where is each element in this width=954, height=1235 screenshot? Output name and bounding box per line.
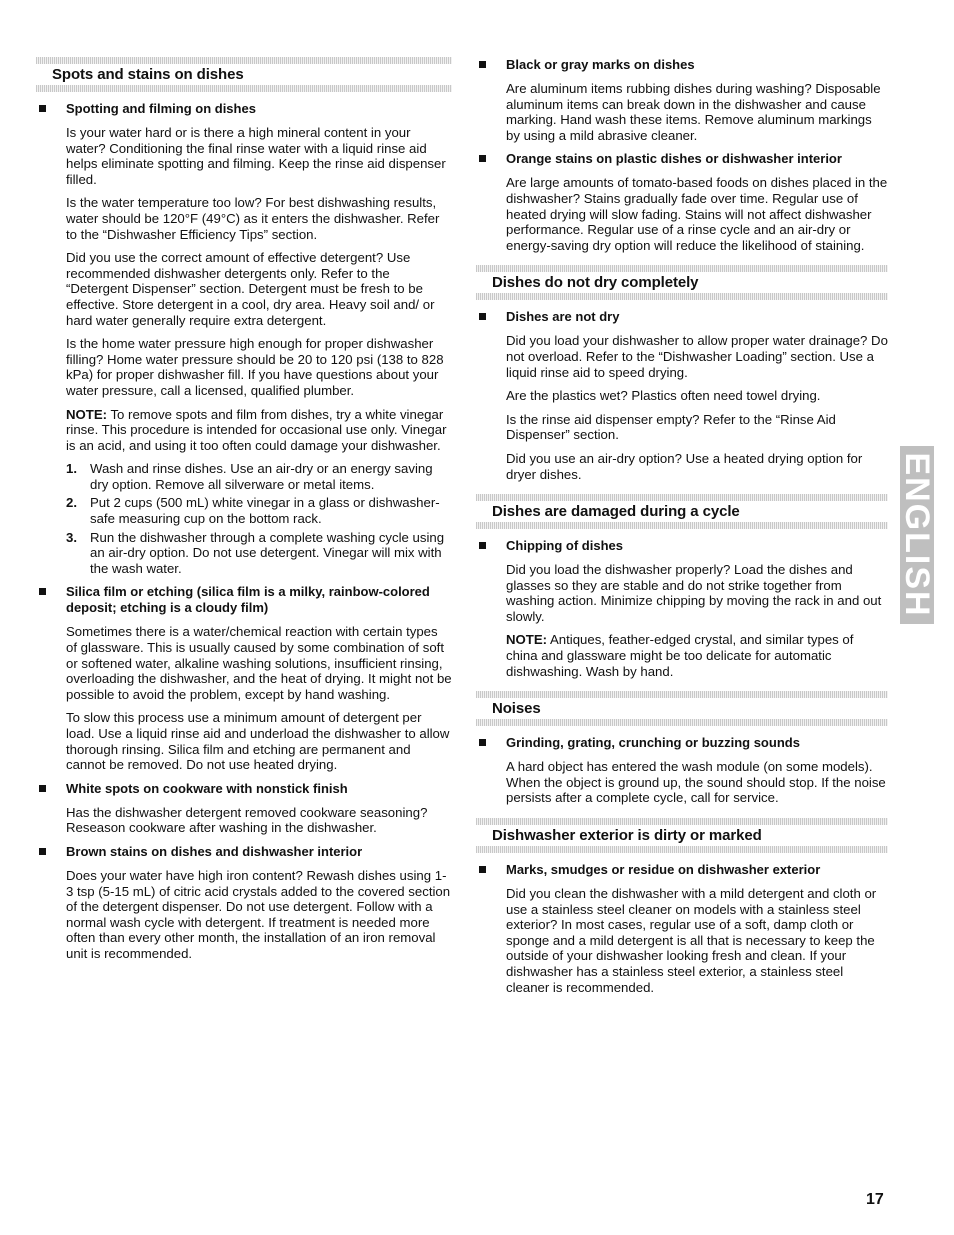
note-label: NOTE: xyxy=(506,632,548,648)
paragraph-text: To remove spots and film from dishes, try a white vinegar rinse. This procedure is intended for occasional use only. Vinegar is an acid, and using it too often could damage your dishwasher. xyxy=(66,406,447,453)
side-tab-label: ENGLISH xyxy=(898,452,936,618)
step-number: 2. xyxy=(66,495,77,511)
section-header xyxy=(476,818,888,853)
section-rule-bottom xyxy=(476,293,888,300)
section xyxy=(476,818,888,1007)
paragraph xyxy=(66,336,452,398)
step-item xyxy=(66,461,452,492)
issue-title: Chipping of dishes xyxy=(506,538,623,554)
paragraph-text: To slow this process use a minimum amount of detergent per load. Use a liquid rinse aid and underload the dishwasher to allow thorough rinsing. Silica film and etching are permanent and cannot be removed. Do not use heated drying. xyxy=(66,710,450,773)
issue-heading xyxy=(36,584,452,616)
section-rule-top xyxy=(36,57,452,64)
issue xyxy=(36,584,452,772)
language-side-tab xyxy=(900,446,934,624)
issue-heading xyxy=(36,101,452,117)
paragraph xyxy=(66,195,452,242)
paragraph-text: Did you load your dishwasher to allow proper water drainage? Do not overload. Refer to the “Dishwasher Loading” section. Use a liquid rinse aid to speed drying. xyxy=(506,333,888,380)
issue xyxy=(476,309,888,482)
paragraph-text: Are the plastics wet? Plastics often need towel drying. xyxy=(506,388,821,404)
square-bullet-icon xyxy=(479,542,486,549)
issue-heading xyxy=(476,538,888,554)
square-bullet-icon xyxy=(39,588,46,595)
square-bullet-icon xyxy=(39,105,46,112)
issue xyxy=(476,735,888,806)
step-item xyxy=(66,530,452,577)
section-header xyxy=(36,57,452,92)
issue xyxy=(476,862,888,995)
paragraph xyxy=(506,632,888,679)
section-gap xyxy=(36,970,452,974)
section xyxy=(476,57,888,265)
paragraph xyxy=(506,175,888,253)
section-gap xyxy=(476,1003,888,1007)
paragraph xyxy=(506,451,888,482)
issue-title: Brown stains on dishes and dishwasher interior xyxy=(66,843,363,859)
paragraph xyxy=(66,868,452,962)
section-rule-bottom xyxy=(476,522,888,529)
paragraph xyxy=(66,624,452,702)
paragraph-text: Is the rinse aid dispenser empty? Refer to the “Rinse Aid Dispenser” section. xyxy=(506,411,836,443)
section-title: Spots and stains on dishes xyxy=(52,66,244,83)
paragraph xyxy=(66,250,452,328)
paragraph-text: Has the dishwasher detergent removed cookware seasoning? Reseason cookware after washing in the dishwasher. xyxy=(66,804,428,836)
issue-title: Black or gray marks on dishes xyxy=(506,57,695,72)
issue-heading xyxy=(36,844,452,860)
paragraph xyxy=(66,407,452,454)
square-bullet-icon xyxy=(479,866,486,873)
paragraph xyxy=(506,562,888,624)
section xyxy=(476,265,888,494)
left-column xyxy=(36,57,452,974)
paragraph-text: A hard object has entered the wash module (on some models). When the object is ground up, the sound should stop. If the noise persists after a complete cycle, call for service. xyxy=(506,759,886,806)
paragraph-text: Did you use an air-dry option? Use a heated drying option for dryer dishes. xyxy=(506,450,863,482)
section-rule-bottom xyxy=(476,719,888,726)
paragraph xyxy=(506,388,888,404)
step-text: Wash and rinse dishes. Use an air-dry or an energy saving dry option. Remove all silverware or metal items. xyxy=(90,461,433,492)
page-number: 17 xyxy=(866,1191,884,1208)
step-text: Put 2 cups (500 mL) white vinegar in a glass or dishwasher-safe measuring cup on the bottom rack. xyxy=(90,495,440,527)
square-bullet-icon xyxy=(479,155,486,162)
section-rule-top xyxy=(476,818,888,825)
section-title: Dishwasher exterior is dirty or marked xyxy=(492,827,762,845)
square-bullet-icon xyxy=(479,313,486,320)
note-label: NOTE: xyxy=(66,406,108,422)
issue xyxy=(36,844,452,962)
section-title: Noises xyxy=(492,700,541,718)
section xyxy=(476,691,888,818)
paragraph-text: Did you clean the dishwasher with a mild detergent and cloth or use a stainless steel cleaner on models with a stainless steel exterior? In most cases, regular use of a soft, damp cloth or sponge and a mild detergent is all that is necessary to keep the outside of your dishwasher looking fresh and clean. If your dishwasher has a stainless steel exterior, a stainless steel cleaner is recommended. xyxy=(506,886,877,995)
section xyxy=(476,494,888,691)
section-title: Dishes are damaged during a cycle xyxy=(492,503,740,521)
issue-title: Grinding, grating, crunching or buzzing sounds xyxy=(506,735,800,751)
issue-heading xyxy=(476,309,888,325)
paragraph-text: Are aluminum items rubbing dishes during washing? Disposable aluminum items can break down in the dishwasher and cause marking. Hand wash these items. Remove aluminum markings by using a mild abrasive cleaner. xyxy=(506,81,881,143)
section xyxy=(36,57,452,974)
square-bullet-icon xyxy=(39,785,46,792)
issue xyxy=(36,101,452,576)
issue-heading xyxy=(476,151,888,167)
section-rule-top xyxy=(476,494,888,501)
issue xyxy=(476,57,888,143)
section-header xyxy=(476,691,888,726)
paragraph xyxy=(66,710,452,772)
square-bullet-icon xyxy=(479,739,486,746)
paragraph-text: Sometimes there is a water/chemical reaction with certain types of glassware. This is usually caused by some combination of soft or softened water, alkaline washing solutions, insufficient rinsing, overloading the dishwasher, and the heat of drying. It might not be possible to avoid the problem, except by hand washing. xyxy=(66,624,452,702)
step-text: Run the dishwasher through a complete washing cycle using an air-dry option. Do not use detergent. Vinegar will mix with the wash water. xyxy=(90,529,445,576)
paragraph-text: Did you use the correct amount of effective detergent? Use recommended dishwasher detergents only. Refer to the “Detergent Dispenser” section. Detergent must be fresh to be effective. Store detergent in a cool, dry area. Heavy soil and/ or hard water generally require extra detergent. xyxy=(66,250,435,328)
section-rule-top xyxy=(476,265,888,272)
right-column xyxy=(476,57,888,1007)
issue-title: Silica film or etching (silica film is a milky, rainbow-colored deposit; etching is a cloudy film) xyxy=(66,584,430,616)
step-item xyxy=(66,495,452,526)
square-bullet-icon xyxy=(479,61,486,68)
issue-title: Orange stains on plastic dishes or dishwasher interior xyxy=(506,151,842,167)
paragraph-text: Antiques, feather-edged crystal, and similar types of china and glassware might be too delicate for automatic dishwashing. Wash by hand. xyxy=(506,632,854,679)
step-number: 1. xyxy=(66,461,77,477)
section-header xyxy=(476,494,888,529)
issue xyxy=(476,151,888,253)
issue-heading xyxy=(476,735,888,751)
section-rule-bottom xyxy=(476,846,888,853)
paragraph-text: Is the home water pressure high enough for proper dishwasher filling? Home water pressure should be 20 to 120 psi (138 to 828 kPa) for proper dishwasher fill. If you have questions about your water pressure, call a licensed, qualified plumber. xyxy=(66,336,444,398)
issue-heading xyxy=(476,57,888,73)
step-number: 3. xyxy=(66,529,77,545)
square-bullet-icon xyxy=(39,848,46,855)
issue-heading xyxy=(36,781,452,797)
paragraph xyxy=(506,81,888,143)
issue-title: Spotting and filming on dishes xyxy=(66,101,256,116)
paragraph xyxy=(66,805,452,836)
section-title: Dishes do not dry completely xyxy=(492,274,699,292)
paragraph-text: Is your water hard or is there a high mineral content in your water? Conditioning the final rinse water with a liquid rinse aid helps eliminate spotting and filming. Keep the rinse aid dispenser filled. xyxy=(66,125,446,187)
paragraph xyxy=(66,125,452,187)
paragraph xyxy=(506,412,888,443)
issue-title: White spots on cookware with nonstick finish xyxy=(66,780,348,796)
paragraph-text: Is the water temperature too low? For best dishwashing results, water should be 120°F (49°C) as it enters the dishwasher. Refer to the “Dishwasher Efficiency Tips” section. xyxy=(66,195,440,242)
issue-title: Dishes are not dry xyxy=(506,309,620,325)
section-rule-bottom xyxy=(36,85,452,92)
paragraph xyxy=(506,333,888,380)
paragraph xyxy=(506,886,888,995)
issue-heading xyxy=(476,862,888,878)
section-header xyxy=(476,265,888,300)
issue xyxy=(36,781,452,836)
issue-title: Marks, smudges or residue on dishwasher exterior xyxy=(506,862,821,878)
paragraph-text: Are large amounts of tomato-based foods on dishes placed in the dishwasher? Stains gradually fade over time. Regular use of heated drying will slow fading. Stains will not affect dishwasher performance. Regular use of a rinse cycle and an air-dry or energy-saving dry option will reduce the likelihood of staining. xyxy=(506,175,888,253)
section-rule-top xyxy=(476,691,888,698)
steps-list xyxy=(66,461,452,576)
issue xyxy=(476,538,888,679)
paragraph-text: Does your water have high iron content? Rewash dishes using 1-3 tsp (5-15 mL) of citric acid crystals added to the covered section of the detergent dispenser. Do not use detergent. Follow with a normal wash cycle with detergent. If treatment is needed more often than every other month, the installation of an iron removal unit is recommended. xyxy=(66,867,451,961)
paragraph xyxy=(506,759,888,806)
paragraph-text: Did you load the dishwasher properly? Load the dishes and glasses so they are stable and do not strike together from washing action. Minimize chipping by moving the rack in and out slowly. xyxy=(506,562,882,624)
